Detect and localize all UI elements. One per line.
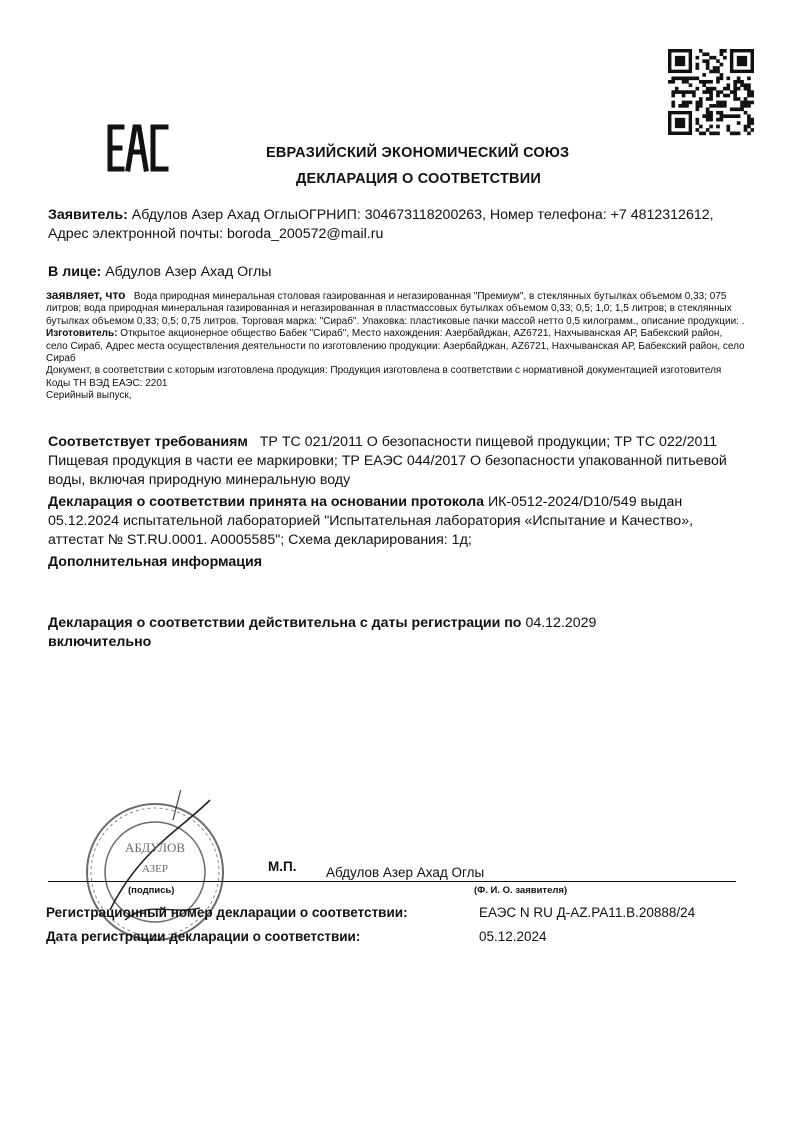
fio-caption: (Ф. И. О. заявителя) [474,885,568,896]
document-title: ДЕКЛАРАЦИЯ О СООТВЕТСТВИИ [296,171,541,187]
manufacturer-text: Открытое акционерное общество Бабек "Сираб", Место нахождения: Азербайджан, AZ6721, Нахчыванская АР, Бабекский район, село Сираб, Адрес места осуществления деятельности по изготовлению продукции: Азербайджан, AZ6721, Нахчыванская АР, Бабекский район, село Сираб [46,328,745,365]
applicant-label: Заявитель: [48,207,128,223]
requirements-text: ТР ТС 021/2011 О безопасности пищевой продукции; ТР ТС 022/2011 Пищевая продукция в части ее маркировки; ТР ЕАЭС 044/2017 О безопасности упакованной питьевой воды, включая природную минеральную воду [48,434,727,488]
additional-info-label: Дополнительная информация [48,554,262,570]
serial-output: Серийный выпуск, [46,390,132,402]
basis-label: Декларация о соответствии принята на основании протокола [48,494,485,510]
declares-section [46,289,746,403]
seal-stamp [70,790,240,950]
requirements-label: Соответствует требованиям [48,434,248,450]
basis-text: ИК-0512-2024/D10/549 выдан 05.12.2024 испытательной лабораторией "Испытательная лаборатория «Испытание и Качество», аттестат № ST.RU.0001. A0005585"; Схема декларирования: 1д; [48,494,694,548]
registration-number-label: Регистрационный номер декларации о соответствии: [46,905,408,920]
manufacturer [46,328,746,365]
validity-label: Декларация о соответствии действительна с даты регистрации по [48,615,522,631]
registration-date-label: Дата регистрации декларации о соответствии: [46,929,361,944]
stamp-text-mid: АЗЕР [141,863,169,875]
tn-ved-codes: Коды ТН ВЭД ЕАЭС: 2201 [46,377,168,389]
basis-section [48,493,748,550]
represented-label: В лице: [48,264,102,280]
signature-line [48,881,736,882]
applicant-fio: Абдулов Азер Ахад Оглы [326,865,485,880]
standard-document: Документ, в соответствии с которым изготовлена продукция: Продукция изготовлена в соответствии с нормативной документацией изготовителя [46,365,722,377]
qr-code-icon [668,44,754,140]
validity-suffix: включительно [48,634,152,650]
product-description [46,289,746,328]
applicant-section [48,206,748,244]
manufacturer-label: Изготовитель: [46,328,118,340]
requirements-section [48,433,748,490]
stamp-text-top: АБДУЛОВ [125,840,185,855]
declares-text: Вода природная минеральная столовая газированная и негазированная "Премиум", в стеклянных бутылках объемом 0,33; 075 литров; вода природная минеральная газированная и негазированная в пластмассовых бутылках объемом 0,33; 0,5; 1,0; 1,5 литров; в стеклянных бутылках объемом 0,33; 0,5; 0,75 литров. Торговая марка: "Сираб". Упаковка: пластиковые пачки массой нетто 0,5 килограмм., описание продукции: . [46,291,745,327]
applicant-text: Абдулов Азер Ахад ОглыОГРНИП: 304673118200263, Номер телефона: +7 4812312612, Адрес электронной почты: boroda_200572@mail.ru [48,207,714,242]
seal-place-label: М.П. [268,859,297,874]
represented-section [48,263,748,282]
union-title: ЕВРАЗИЙСКИЙ ЭКОНОМИЧЕСКИЙ СОЮЗ [266,145,570,161]
registration-number: ЕАЭС N RU Д-AZ.PA11.B.20888/24 [479,905,696,920]
validity-date: 04.12.2029 [525,615,597,631]
represented-text: Абдулов Азер Ахад Оглы [105,264,272,280]
signature-caption: (подпись) [128,885,175,896]
registration-date: 05.12.2024 [479,929,547,944]
eac-logo [106,124,170,172]
declares-label: заявляет, что [46,288,126,302]
validity-section [48,614,748,652]
